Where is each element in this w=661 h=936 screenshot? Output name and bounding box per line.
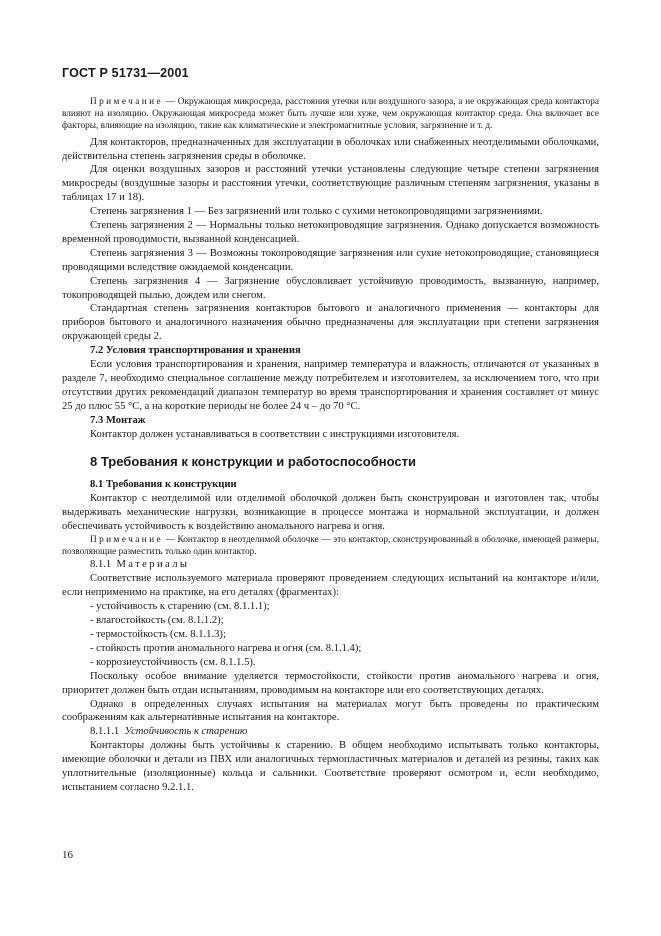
list-item: - термостойкость (см. 8.1.1.3); — [90, 629, 226, 641]
paragraph: Для оценки воздушных зазоров и расстояний утечки установлены следующие четыре степени загрязнения микросреды (воздушные зазоры и расстояния утечки, соответствующие различным степеням загрязнения, указаны в таблицах 17 и 18). — [62, 164, 599, 204]
subsection-title: Материалы — [116, 559, 190, 571]
paragraph: Если условия транспортирования и хранения, например температура и влажность, отличаются от указанных в разделе 7, необходимо специальное соглашение между потребителем и изготовителем, за исключением того, что при отсутствии других рекомендаций диапазон температур во время транспортирования и хранения составляет от минус 25 до плюс 55 °С, а на короткие периоды не более 24 ч – до 70 °С. — [62, 359, 599, 412]
paragraph: Соответствие используемого материала проверяют проведением следующих испытаний на контакторе и/или, если неприменимо на практике, на его деталях (фрагментах): — [62, 573, 599, 599]
note-text: — Окружающая микросреда, расстояния утечки или воздушного зазора, а не окружающая среда контактора влияют на изоляцию. Окружающая микросреда может быть лучше или хуже, чем окружающая контактор среда. Она включает все факторы, влияющие на изоляцию, такие как климатические и электромагнитные условия, загрязнение и т. д. — [62, 97, 599, 132]
section-heading-7-3: 7.3 Монтаж — [90, 414, 146, 426]
note-text: — Контактор в неотделимой оболочке — это контактор, сконструированный в оболочке, имеющей размеры, позволяющие разместить только один контактор. — [62, 535, 599, 558]
note-label: Примечание — [90, 535, 163, 546]
paragraph: Контактор должен устанавливаться в соответствии с инструкциями изготовителя. — [90, 428, 460, 440]
note-block — [62, 534, 599, 558]
note-label: Примечание — [90, 97, 163, 107]
paragraph: Стандартная степень загрязнения контакторов бытового и аналогичного применения — контакторы для приборов бытового и аналогичного назначения обычно предназначены для эксплуатации при степени загрязнения окружающей среды 2. — [62, 303, 599, 343]
page-header: ГОСТ Р 51731—2001 — [62, 66, 189, 80]
paragraph: Степень загрязнения 3 — Возможны токопроводящие загрязнения или сухие нетокопроводящие, становящиеся проводящими вследствие ожидаемой конденсации. — [62, 247, 599, 273]
subsection-number: 8.1.1 — [90, 559, 112, 571]
section-heading-7-2: 7.2 Условия транспортирования и хранения — [90, 345, 301, 357]
list-item: - стойкость против аномального нагрева и огня (см. 8.1.1.4); — [90, 642, 362, 654]
list-item: - коррозиеустойчивость (см. 8.1.1.5). — [90, 656, 256, 668]
paragraph: Контактор с неотделимой или отделимой оболочкой должен быть сконструирован и изготовлен так, чтобы выдерживать механические нагрузки, возникающие в процессе монтажа и нормальной эксплуатации, и должен обеспечивать устойчивость к воздействию аномального нагрева и огня. — [62, 493, 599, 533]
paragraph: Поскольку особое внимание уделяется термостойкости, стойкости против аномального нагрева и огня, приоритет должен быть отдан испытаниям, проводимым на контакторе или его соответствующих деталях. — [62, 670, 599, 696]
section-heading-8: 8 Требования к конструкции и работоспособности — [90, 453, 416, 469]
paragraph: Контакторы должны быть устойчивы к старению. В общем необходимо испытывать только контакторы, имеющие оболочки и детали из ПВХ или аналогичных термопластичных материалов и деталей из резины, таких как уплотнительные (изоляционные) кольца и сальники. Соответствие проверяют осмотром и, если необходимо, испытанием согласно 9.2.1.1. — [62, 740, 599, 793]
paragraph: Степень загрязнения 1 — Без загрязнений или только с сухими нетокопроводящими загрязнениями. — [90, 206, 543, 218]
paragraph: Однако в определенных случаях испытания на материалах могут быть проведены по практическим соображениям как альтернативные испытания на контакторе. — [62, 698, 599, 724]
subsection-heading-8-1-1-1 — [62, 725, 599, 739]
paragraph: Для контакторов, предназначенных для эксплуатации в оболочках или снабженных неотделимыми оболочками, действительна степень загрязнения среды в оболочке. — [62, 136, 599, 162]
section-heading-8-1: 8.1 Требования к конструкции — [90, 479, 237, 491]
subsection-heading-8-1-1 — [62, 558, 599, 572]
paragraph: Степень загрязнения 2 — Нормальны только нетокопроводящие загрязнения. Однако допускается возможность временной проводимости, вызванной конденсацией. — [62, 220, 599, 245]
page-number: 16 — [62, 849, 73, 861]
subsection-number: 8.1.1.1 — [90, 726, 120, 738]
paragraph: Степень загрязнения 4 — Загрязнение обусловливает устойчивую проводимость, вызванную, например, токопроводящей пылью, дождем или снегом. — [62, 275, 599, 301]
page-content — [62, 96, 599, 795]
list-item: - устойчивость к старению (см. 8.1.1.1); — [90, 601, 270, 613]
subsection-title: Устойчивость к старению — [124, 726, 248, 738]
list-item: - влагостойкость (см. 8.1.1.2); — [90, 615, 224, 627]
note-block — [62, 96, 599, 133]
